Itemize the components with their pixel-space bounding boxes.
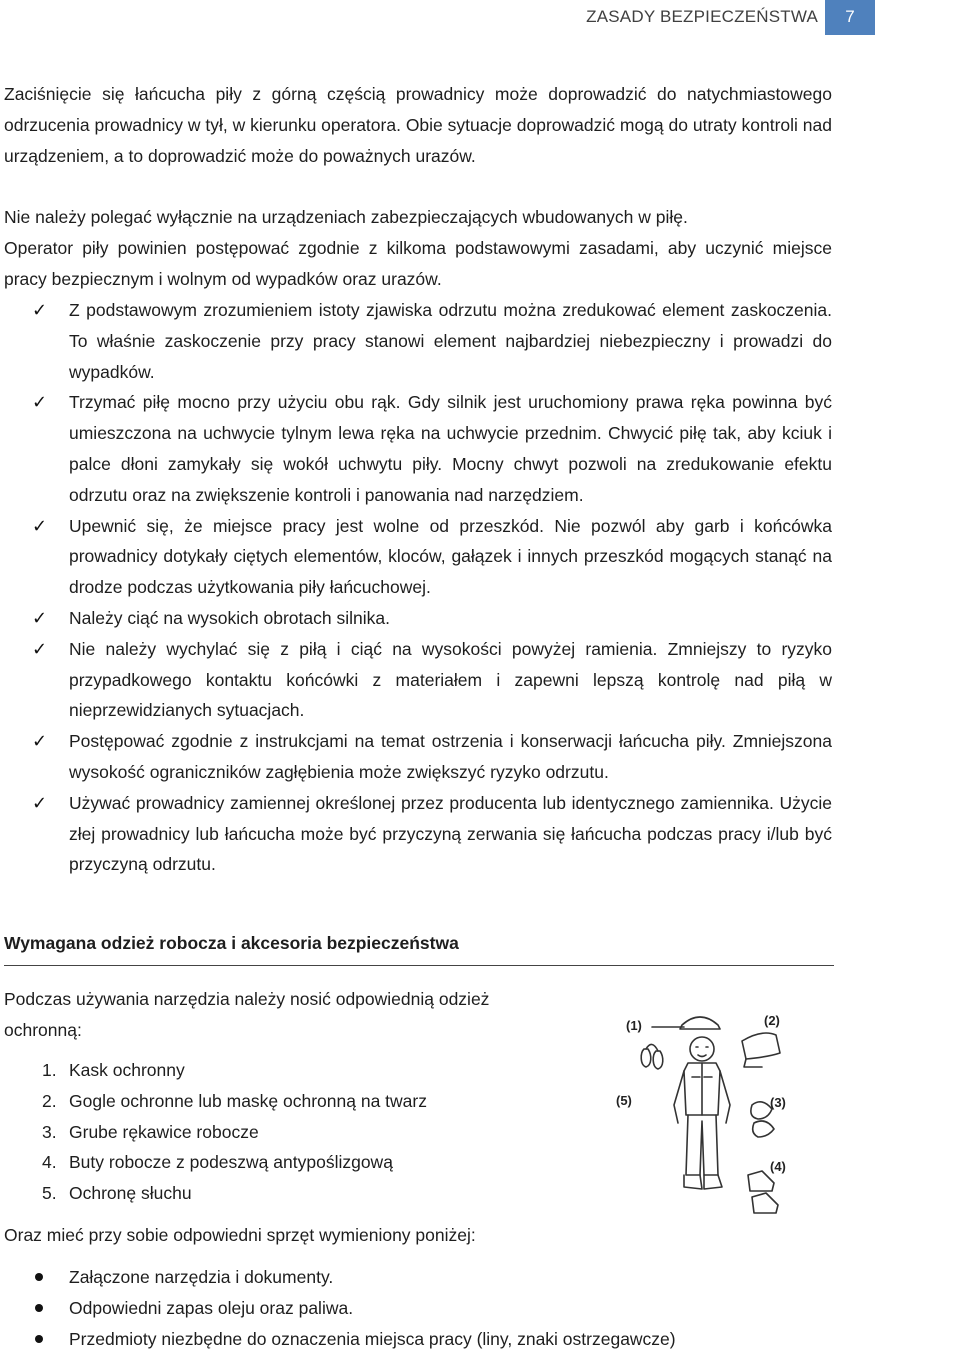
list-item: 2. Gogle ochronne lub maskę ochronną na twarz xyxy=(42,1090,427,1111)
list-item: Załączone narzędzia i dokumenty. xyxy=(0,1262,832,1293)
bullet-icon xyxy=(35,1335,43,1343)
checkmark-icon: ✓ xyxy=(32,638,48,659)
checkmark-icon: ✓ xyxy=(32,392,48,413)
list-item-text: Trzymać piłę mocno przy użyciu obu rąk. Gdy silnik jest uruchomiony prawa ręka powinna być umieszczona na uchwycie tylnym lewa ręka na uchwycie przednim. Chwycić piłę tak, aby kciuk i palce dłoni zamykały się wokół uchwytu piły. Mocny chwyt pozwoli na zredukowanie efektu odrzutu oraz na zwiększenie kontroli i panowania nad narzędziem. xyxy=(69,392,832,505)
list-item xyxy=(0,387,832,510)
list-item xyxy=(0,726,832,788)
gloves-icon xyxy=(751,1102,772,1119)
list-item xyxy=(0,603,832,634)
list-item-text: Nie należy wychylać się z piłą i ciąć na wysokości powyżej ramienia. Zmniejszy to ryzyko przypadkowego kontaktu końcówki z materiałem i zapewni lepszą kontrolę nad piłą w nieprzewidzianych sytuacjach. xyxy=(69,638,832,721)
figure-label-3: (3) xyxy=(770,1095,786,1110)
list-item: 3. Grube rękawice robocze xyxy=(42,1121,259,1142)
list-item: 5. Ochronę słuchu xyxy=(42,1183,192,1204)
bullet-icon xyxy=(35,1304,43,1312)
list-item-text: Z podstawowym zrozumieniem istoty zjawiska odrzutu można zredukować element zaskoczenia. To właśnie zaskoczenie przy pracy stanowi element najbardziej niebezpieczny i prowadzi do wypadków. xyxy=(69,300,832,382)
safety-rules-list xyxy=(0,295,832,880)
list-item-text: Upewnić się, że miejsce pracy jest wolne od przeszkód. Nie pozwól aby garb i końcówka prowadnicy dotykały ciętych elementów, kloców, gałązek i innych przeszkód mogących stanąć na drodze podczas użytkowania piły łańcuchowej. xyxy=(69,515,832,598)
list-item-text: Postępować zgodnie z instrukcjami na temat ostrzenia i konserwacji łańcucha piły. Zmniejszona wysokość ograniczników zagłębienia może zwiększyć ryzyko odrzutu. xyxy=(69,731,832,782)
checkmark-icon: ✓ xyxy=(32,515,48,536)
section-title: Wymagana odzież robocza i akcesoria bezpieczeństwa xyxy=(4,933,459,953)
bullet-icon xyxy=(35,1273,43,1281)
list-item xyxy=(0,788,832,880)
paragraph-operator-rules: Operator piły powinien postępować zgodnie z kilkoma podstawowymi zasadami, aby uczynić miejsce pracy bezpiecznym i wolnym od wypadków oraz urazów. xyxy=(4,238,832,289)
figure-label-4: (4) xyxy=(770,1159,786,1174)
checkmark-icon: ✓ xyxy=(32,300,48,320)
paragraph-safety-devices: Nie należy polegać wyłącznie na urządzeniach zabezpieczających wbudowanych w piłę. xyxy=(4,207,688,227)
boots-icon xyxy=(748,1171,774,1191)
figure-label-5: (5) xyxy=(616,1093,632,1108)
clothing-intro: Podczas używania narzędzia należy nosić odpowiednią odzież ochronną: xyxy=(4,989,490,1040)
list-item: 1. Kask ochronny xyxy=(42,1060,185,1080)
equipment-intro: Oraz mieć przy sobie odpowiedni sprzęt wymieniony poniżej: xyxy=(4,1225,476,1245)
header-title: ZASADY BEZPIECZEŃSTWA xyxy=(586,7,818,26)
list-item: Odpowiedni zapas oleju oraz paliwa. xyxy=(0,1293,832,1324)
figure-label-2: (2) xyxy=(764,1013,780,1028)
list-item xyxy=(0,634,832,726)
list-item xyxy=(0,511,832,603)
list-item-text: Należy ciąć na wysokich obrotach silnika. xyxy=(69,607,390,628)
page-number: 7 xyxy=(825,0,875,35)
list-item: 4. Buty robocze z podeszwą antypoślizgową xyxy=(42,1152,393,1173)
checkmark-icon: ✓ xyxy=(32,792,48,813)
checkmark-icon: ✓ xyxy=(32,731,48,752)
ear-protection-icon xyxy=(641,1049,651,1067)
figure-label-1: (1) xyxy=(626,1018,642,1033)
protective-gear-illustration xyxy=(612,1005,802,1230)
checkmark-icon: ✓ xyxy=(32,607,48,628)
person-legs xyxy=(686,1115,718,1175)
person-head xyxy=(690,1037,714,1061)
list-item xyxy=(0,295,832,387)
list-item: Przedmioty niezbędne do oznaczenia miejsca pracy (liny, znaki ostrzegawcze) xyxy=(0,1324,832,1355)
paragraph-kickback: Zaciśnięcie się łańcucha piły z górną częścią prowadnicy może doprowadzić do natychmiastowego odrzucenia prowadnicy w tył, w kierunku operatora. Obie sytuacje doprowadzić mogą do utraty kontroli nad urządzeniem, a to doprowadzić może do poważnych urazów. xyxy=(4,84,832,166)
goggles-icon xyxy=(742,1033,780,1059)
list-item-text: Używać prowadnicy zamiennej określonej przez producenta lub identycznego zamiennika. Użycie złej prowadnicy lub łańcucha może być przyczyną zerwania się łańcucha podczas pracy i/lub być przyczyną odrzutu. xyxy=(69,792,832,875)
helmet-icon xyxy=(680,1017,720,1029)
section-divider xyxy=(4,965,834,966)
equipment-list xyxy=(0,1262,832,1355)
page-header xyxy=(0,0,960,35)
protective-clothing-list xyxy=(0,1055,560,1209)
